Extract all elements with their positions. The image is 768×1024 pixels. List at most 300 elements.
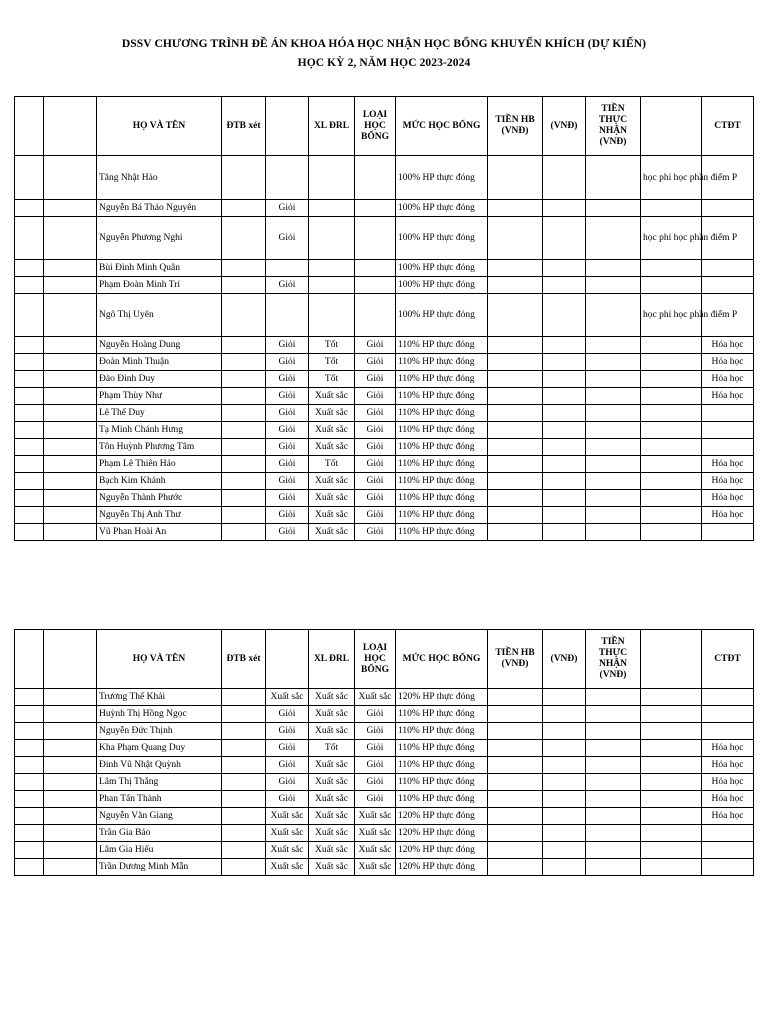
cell-muc-hoc-bong: 110% HP thực đóng	[396, 456, 488, 473]
table-row	[15, 439, 754, 456]
cell-blank-3	[222, 808, 266, 825]
cell-ctdt	[702, 842, 754, 859]
cell-vnd	[543, 723, 586, 740]
cell-blank-1	[15, 354, 44, 371]
cell-blank-3	[222, 371, 266, 388]
cell-muc-hoc-bong: 100% HP thực đóng	[396, 156, 488, 200]
table-row	[15, 723, 754, 740]
cell-dtb	[266, 260, 309, 277]
cell-tien-thuc-nhan	[586, 217, 641, 260]
cell-muc-hoc-bong: 110% HP thực đóng	[396, 422, 488, 439]
cell-tien-hb	[488, 791, 543, 808]
table-row	[15, 337, 754, 354]
cell-ctdt	[702, 524, 754, 541]
cell-ctdt: Hóa học	[702, 388, 754, 405]
cell-blank-1	[15, 337, 44, 354]
cell-blank-3	[222, 354, 266, 371]
cell-tien-thuc-nhan	[586, 156, 641, 200]
cell-blank-3	[222, 507, 266, 524]
table-row	[15, 354, 754, 371]
cell-name: Lâm Thị Thắng	[97, 774, 222, 791]
cell-vnd	[543, 156, 586, 200]
scholarship-table-2	[14, 629, 754, 876]
cell-tien-hb	[488, 825, 543, 842]
cell-blank-1	[15, 689, 44, 706]
table-row	[15, 842, 754, 859]
header-tien-hb: TIỀN HB (VNĐ)	[488, 97, 543, 156]
cell-name: Trương Thế Khải	[97, 689, 222, 706]
cell-vnd	[543, 217, 586, 260]
cell-name: Đinh Vũ Nhật Quỳnh	[97, 757, 222, 774]
cell-tien-thuc-nhan	[586, 774, 641, 791]
cell-tien-thuc-nhan	[586, 294, 641, 337]
cell-dtb: Giỏi	[266, 723, 309, 740]
cell-ctdt	[702, 706, 754, 723]
cell-blank-1	[15, 156, 44, 200]
cell-dtb: Giỏi	[266, 200, 309, 217]
table-row	[15, 490, 754, 507]
cell-blank-1	[15, 825, 44, 842]
cell-xl-drl	[309, 277, 355, 294]
cell-dtb: Xuất sắc	[266, 689, 309, 706]
cell-xl-drl: Tốt	[309, 456, 355, 473]
cell-name: Trần Gia Bảo	[97, 825, 222, 842]
cell-ctdt: Hóa học	[702, 507, 754, 524]
cell-ctdt: Hóa học	[702, 473, 754, 490]
cell-blank-2	[44, 422, 97, 439]
table-row	[15, 260, 754, 277]
cell-tien-thuc-nhan	[586, 337, 641, 354]
cell-tien-hb	[488, 774, 543, 791]
cell-vnd	[543, 774, 586, 791]
cell-tien-hb	[488, 156, 543, 200]
table-row	[15, 456, 754, 473]
cell-xl-drl: Tốt	[309, 740, 355, 757]
cell-blank-3	[222, 439, 266, 456]
table-row	[15, 217, 754, 260]
cell-loai-hoc-bong: Giỏi	[355, 791, 396, 808]
cell-blank-3	[222, 689, 266, 706]
cell-dtb: Giỏi	[266, 422, 309, 439]
cell-loai-hoc-bong: Giỏi	[355, 723, 396, 740]
cell-blank-2	[44, 337, 97, 354]
document-subtitle: HỌC KỲ 2, NĂM HỌC 2023-2024	[297, 57, 471, 69]
cell-vnd	[543, 405, 586, 422]
cell-blank-1	[15, 200, 44, 217]
cell-tien-hb	[488, 337, 543, 354]
cell-tien-thuc-nhan	[586, 405, 641, 422]
cell-dtb: Xuất sắc	[266, 842, 309, 859]
cell-xl-drl: Xuất sắc	[309, 791, 355, 808]
cell-tien-hb	[488, 842, 543, 859]
header-name: HỌ VÀ TÊN	[97, 630, 222, 689]
cell-muc-hoc-bong: 110% HP thực đóng	[396, 740, 488, 757]
cell-xl-drl: Xuất sắc	[309, 524, 355, 541]
cell-blank-1	[15, 260, 44, 277]
cell-tien-thuc-nhan	[586, 439, 641, 456]
cell-tien-thuc-nhan	[586, 354, 641, 371]
cell-blank-1	[15, 842, 44, 859]
table-row	[15, 825, 754, 842]
cell-xl-drl: Xuất sắc	[309, 405, 355, 422]
table-row	[15, 507, 754, 524]
cell-name: Nguyễn Thành Phước	[97, 490, 222, 507]
cell-name: Nguyễn Thị Anh Thư	[97, 507, 222, 524]
cell-dtb: Giỏi	[266, 740, 309, 757]
cell-muc-hoc-bong: 110% HP thực đóng	[396, 439, 488, 456]
cell-blank-1	[15, 277, 44, 294]
cell-blank-3	[222, 337, 266, 354]
cell-name: Ngô Thị Uyên	[97, 294, 222, 337]
cell-dtb: Giỏi	[266, 277, 309, 294]
cell-tien-thuc-nhan	[586, 825, 641, 842]
cell-tien-thuc-nhan	[586, 507, 641, 524]
cell-loai-hoc-bong: Xuất sắc	[355, 842, 396, 859]
cell-muc-hoc-bong: 110% HP thực đóng	[396, 405, 488, 422]
cell-vnd	[543, 277, 586, 294]
header-dtb: ĐTB xét	[222, 97, 266, 156]
cell-note	[641, 354, 702, 371]
cell-blank-3	[222, 524, 266, 541]
cell-name: Nguyễn Phương Nghi	[97, 217, 222, 260]
cell-note	[641, 277, 702, 294]
cell-xl-drl: Xuất sắc	[309, 757, 355, 774]
cell-blank-1	[15, 217, 44, 260]
cell-blank-3	[222, 156, 266, 200]
cell-blank-2	[44, 405, 97, 422]
cell-xl-drl: Xuất sắc	[309, 490, 355, 507]
cell-note	[641, 200, 702, 217]
cell-blank-1	[15, 405, 44, 422]
cell-dtb: Giỏi	[266, 507, 309, 524]
cell-ctdt: Hóa học	[702, 774, 754, 791]
cell-dtb: Giỏi	[266, 456, 309, 473]
cell-ctdt	[702, 277, 754, 294]
cell-vnd	[543, 473, 586, 490]
cell-dtb: Giỏi	[266, 337, 309, 354]
cell-dtb: Giỏi	[266, 524, 309, 541]
cell-name: Lâm Gia Hiếu	[97, 842, 222, 859]
cell-note	[641, 337, 702, 354]
cell-blank-2	[44, 825, 97, 842]
cell-xl-drl	[309, 260, 355, 277]
cell-ctdt: Hóa học	[702, 371, 754, 388]
cell-ctdt	[702, 422, 754, 439]
cell-tien-thuc-nhan	[586, 791, 641, 808]
cell-tien-hb	[488, 371, 543, 388]
cell-vnd	[543, 757, 586, 774]
cell-name: Phạm Đoàn Minh Trí	[97, 277, 222, 294]
cell-loai-hoc-bong: Giỏi	[355, 507, 396, 524]
cell-tien-hb	[488, 439, 543, 456]
cell-muc-hoc-bong: 120% HP thực đóng	[396, 808, 488, 825]
cell-tien-thuc-nhan	[586, 524, 641, 541]
header-muc-hoc-bong: MỨC HỌC BỔNG	[396, 97, 488, 156]
cell-blank-3	[222, 723, 266, 740]
cell-ctdt	[702, 723, 754, 740]
cell-xl-drl	[309, 200, 355, 217]
cell-blank-2	[44, 473, 97, 490]
cell-blank-2	[44, 371, 97, 388]
header-ctdt: CTĐT	[702, 97, 754, 156]
cell-blank-3	[222, 388, 266, 405]
cell-name: Phạm Thùy Như	[97, 388, 222, 405]
cell-vnd	[543, 740, 586, 757]
header-blank-2	[44, 97, 97, 156]
cell-vnd	[543, 371, 586, 388]
table-row	[15, 422, 754, 439]
cell-tien-thuc-nhan	[586, 422, 641, 439]
cell-name: Nguyễn Đức Thịnh	[97, 723, 222, 740]
cell-ctdt	[702, 689, 754, 706]
cell-blank-1	[15, 740, 44, 757]
cell-loai-hoc-bong: Giỏi	[355, 706, 396, 723]
cell-dtb: Xuất sắc	[266, 825, 309, 842]
table-row	[15, 294, 754, 337]
cell-note	[641, 825, 702, 842]
table-row	[15, 473, 754, 490]
cell-ctdt: Hóa học	[702, 456, 754, 473]
cell-muc-hoc-bong: 100% HP thực đóng	[396, 260, 488, 277]
cell-muc-hoc-bong: 100% HP thực đóng	[396, 277, 488, 294]
cell-loai-hoc-bong	[355, 200, 396, 217]
cell-vnd	[543, 337, 586, 354]
cell-muc-hoc-bong: 120% HP thực đóng	[396, 689, 488, 706]
cell-loai-hoc-bong: Giỏi	[355, 490, 396, 507]
cell-blank-3	[222, 740, 266, 757]
cell-dtb	[266, 294, 309, 337]
cell-blank-2	[44, 354, 97, 371]
header-blank-2	[44, 630, 97, 689]
cell-note	[641, 490, 702, 507]
cell-vnd	[543, 200, 586, 217]
cell-xl-drl: Xuất sắc	[309, 422, 355, 439]
cell-loai-hoc-bong: Giỏi	[355, 337, 396, 354]
cell-ctdt: Hóa học	[702, 791, 754, 808]
cell-xl-drl: Xuất sắc	[309, 825, 355, 842]
cell-muc-hoc-bong: 110% HP thực đóng	[396, 388, 488, 405]
cell-vnd	[543, 439, 586, 456]
cell-ctdt	[702, 825, 754, 842]
cell-tien-thuc-nhan	[586, 859, 641, 876]
cell-xl-drl: Xuất sắc	[309, 859, 355, 876]
cell-loai-hoc-bong	[355, 156, 396, 200]
cell-xl-drl	[309, 217, 355, 260]
cell-muc-hoc-bong: 100% HP thực đóng	[396, 200, 488, 217]
header-loai-hoc-bong: LOẠI HỌC BỔNG	[355, 97, 396, 156]
cell-loai-hoc-bong	[355, 217, 396, 260]
cell-tien-hb	[488, 217, 543, 260]
cell-blank-2	[44, 524, 97, 541]
cell-blank-3	[222, 456, 266, 473]
cell-note	[641, 405, 702, 422]
header-blank-4	[641, 97, 702, 156]
cell-note	[641, 439, 702, 456]
cell-ctdt: Hóa học	[702, 354, 754, 371]
cell-name: Lê Thế Duy	[97, 405, 222, 422]
cell-xl-drl: Tốt	[309, 371, 355, 388]
cell-blank-2	[44, 723, 97, 740]
cell-xl-drl: Tốt	[309, 337, 355, 354]
cell-blank-2	[44, 740, 97, 757]
cell-muc-hoc-bong: 110% HP thực đóng	[396, 723, 488, 740]
cell-blank-2	[44, 294, 97, 337]
cell-dtb: Giỏi	[266, 473, 309, 490]
cell-dtb: Giỏi	[266, 774, 309, 791]
cell-tien-thuc-nhan	[586, 473, 641, 490]
cell-muc-hoc-bong: 110% HP thực đóng	[396, 371, 488, 388]
cell-tien-hb	[488, 473, 543, 490]
cell-name: Phan Tấn Thành	[97, 791, 222, 808]
cell-loai-hoc-bong	[355, 294, 396, 337]
cell-dtb: Giỏi	[266, 490, 309, 507]
cell-blank-1	[15, 524, 44, 541]
cell-xl-drl: Xuất sắc	[309, 706, 355, 723]
cell-vnd	[543, 388, 586, 405]
cell-loai-hoc-bong: Xuất sắc	[355, 859, 396, 876]
cell-loai-hoc-bong: Giỏi	[355, 405, 396, 422]
header-ctdt: CTĐT	[702, 630, 754, 689]
cell-ctdt: Hóa học	[702, 808, 754, 825]
cell-blank-3	[222, 217, 266, 260]
cell-blank-1	[15, 388, 44, 405]
cell-dtb: Giỏi	[266, 439, 309, 456]
cell-loai-hoc-bong: Giỏi	[355, 354, 396, 371]
cell-xl-drl: Xuất sắc	[309, 723, 355, 740]
cell-tien-thuc-nhan	[586, 200, 641, 217]
cell-ctdt: Hóa học	[702, 337, 754, 354]
cell-blank-2	[44, 456, 97, 473]
cell-blank-2	[44, 842, 97, 859]
cell-note	[641, 757, 702, 774]
cell-note	[641, 371, 702, 388]
cell-vnd	[543, 524, 586, 541]
cell-tien-thuc-nhan	[586, 740, 641, 757]
cell-name: Bạch Kim Khánh	[97, 473, 222, 490]
cell-blank-3	[222, 473, 266, 490]
cell-xl-drl: Xuất sắc	[309, 439, 355, 456]
table-row	[15, 859, 754, 876]
cell-dtb: Giỏi	[266, 791, 309, 808]
cell-loai-hoc-bong: Giỏi	[355, 439, 396, 456]
cell-blank-2	[44, 791, 97, 808]
cell-blank-3	[222, 859, 266, 876]
cell-muc-hoc-bong: 110% HP thực đóng	[396, 791, 488, 808]
cell-xl-drl: Tốt	[309, 354, 355, 371]
cell-tien-hb	[488, 405, 543, 422]
table-row	[15, 740, 754, 757]
cell-note	[641, 507, 702, 524]
cell-blank-2	[44, 217, 97, 260]
header-loai-hoc-bong: LOẠI HỌC BỔNG	[355, 630, 396, 689]
cell-muc-hoc-bong: 110% HP thực đóng	[396, 757, 488, 774]
cell-muc-hoc-bong: 120% HP thực đóng	[396, 842, 488, 859]
table-row	[15, 156, 754, 200]
cell-dtb: Giỏi	[266, 354, 309, 371]
cell-name: Tăng Nhật Hào	[97, 156, 222, 200]
cell-blank-2	[44, 260, 97, 277]
cell-blank-1	[15, 294, 44, 337]
table-row	[15, 808, 754, 825]
cell-ctdt: Hóa học	[702, 740, 754, 757]
cell-blank-1	[15, 774, 44, 791]
cell-tien-hb	[488, 490, 543, 507]
header-row	[15, 630, 754, 689]
cell-vnd	[543, 456, 586, 473]
cell-note	[641, 791, 702, 808]
cell-muc-hoc-bong: 110% HP thực đóng	[396, 473, 488, 490]
cell-dtb: Giỏi	[266, 217, 309, 260]
cell-blank-2	[44, 156, 97, 200]
cell-blank-3	[222, 490, 266, 507]
cell-tien-hb	[488, 354, 543, 371]
cell-dtb: Giỏi	[266, 371, 309, 388]
header-name: HỌ VÀ TÊN	[97, 97, 222, 156]
header-row	[15, 97, 754, 156]
cell-tien-hb	[488, 723, 543, 740]
cell-loai-hoc-bong: Giỏi	[355, 371, 396, 388]
cell-blank-2	[44, 859, 97, 876]
cell-tien-thuc-nhan	[586, 388, 641, 405]
cell-tien-hb	[488, 294, 543, 337]
cell-tien-hb	[488, 706, 543, 723]
cell-tien-thuc-nhan	[586, 260, 641, 277]
cell-tien-hb	[488, 456, 543, 473]
cell-xl-drl: Xuất sắc	[309, 808, 355, 825]
cell-blank-3	[222, 405, 266, 422]
cell-blank-1	[15, 371, 44, 388]
header-tien-hb: TIỀN HB (VNĐ)	[488, 630, 543, 689]
cell-blank-3	[222, 422, 266, 439]
cell-blank-2	[44, 490, 97, 507]
cell-tien-hb	[488, 859, 543, 876]
cell-blank-2	[44, 200, 97, 217]
cell-blank-3	[222, 260, 266, 277]
cell-loai-hoc-bong: Giỏi	[355, 456, 396, 473]
cell-ctdt: Hóa học	[702, 757, 754, 774]
cell-vnd	[543, 507, 586, 524]
cell-xl-drl	[309, 294, 355, 337]
cell-loai-hoc-bong: Giỏi	[355, 524, 396, 541]
cell-tien-thuc-nhan	[586, 723, 641, 740]
cell-note	[641, 723, 702, 740]
cell-blank-3	[222, 294, 266, 337]
cell-blank-1	[15, 473, 44, 490]
cell-tien-hb	[488, 524, 543, 541]
header-tien-thuc-nhan: TIỀN THỰC NHẬN (VNĐ)	[586, 630, 641, 689]
scholarship-table-1	[14, 96, 754, 541]
cell-loai-hoc-bong: Giỏi	[355, 388, 396, 405]
cell-note	[641, 456, 702, 473]
cell-dtb: Giỏi	[266, 757, 309, 774]
cell-muc-hoc-bong: 110% HP thực đóng	[396, 774, 488, 791]
cell-note: học phí học phần điểm P	[641, 217, 702, 260]
cell-note	[641, 774, 702, 791]
cell-loai-hoc-bong: Giỏi	[355, 740, 396, 757]
cell-name: Tạ Minh Chánh Hưng	[97, 422, 222, 439]
cell-ctdt	[702, 859, 754, 876]
cell-vnd	[543, 260, 586, 277]
cell-note	[641, 388, 702, 405]
header-muc-hoc-bong: MỨC HỌC BỔNG	[396, 630, 488, 689]
cell-xl-drl: Xuất sắc	[309, 473, 355, 490]
cell-note: học phí học phần điểm P	[641, 156, 702, 200]
cell-dtb: Xuất sắc	[266, 808, 309, 825]
table-row	[15, 277, 754, 294]
cell-blank-1	[15, 422, 44, 439]
cell-vnd	[543, 706, 586, 723]
cell-blank-1	[15, 507, 44, 524]
